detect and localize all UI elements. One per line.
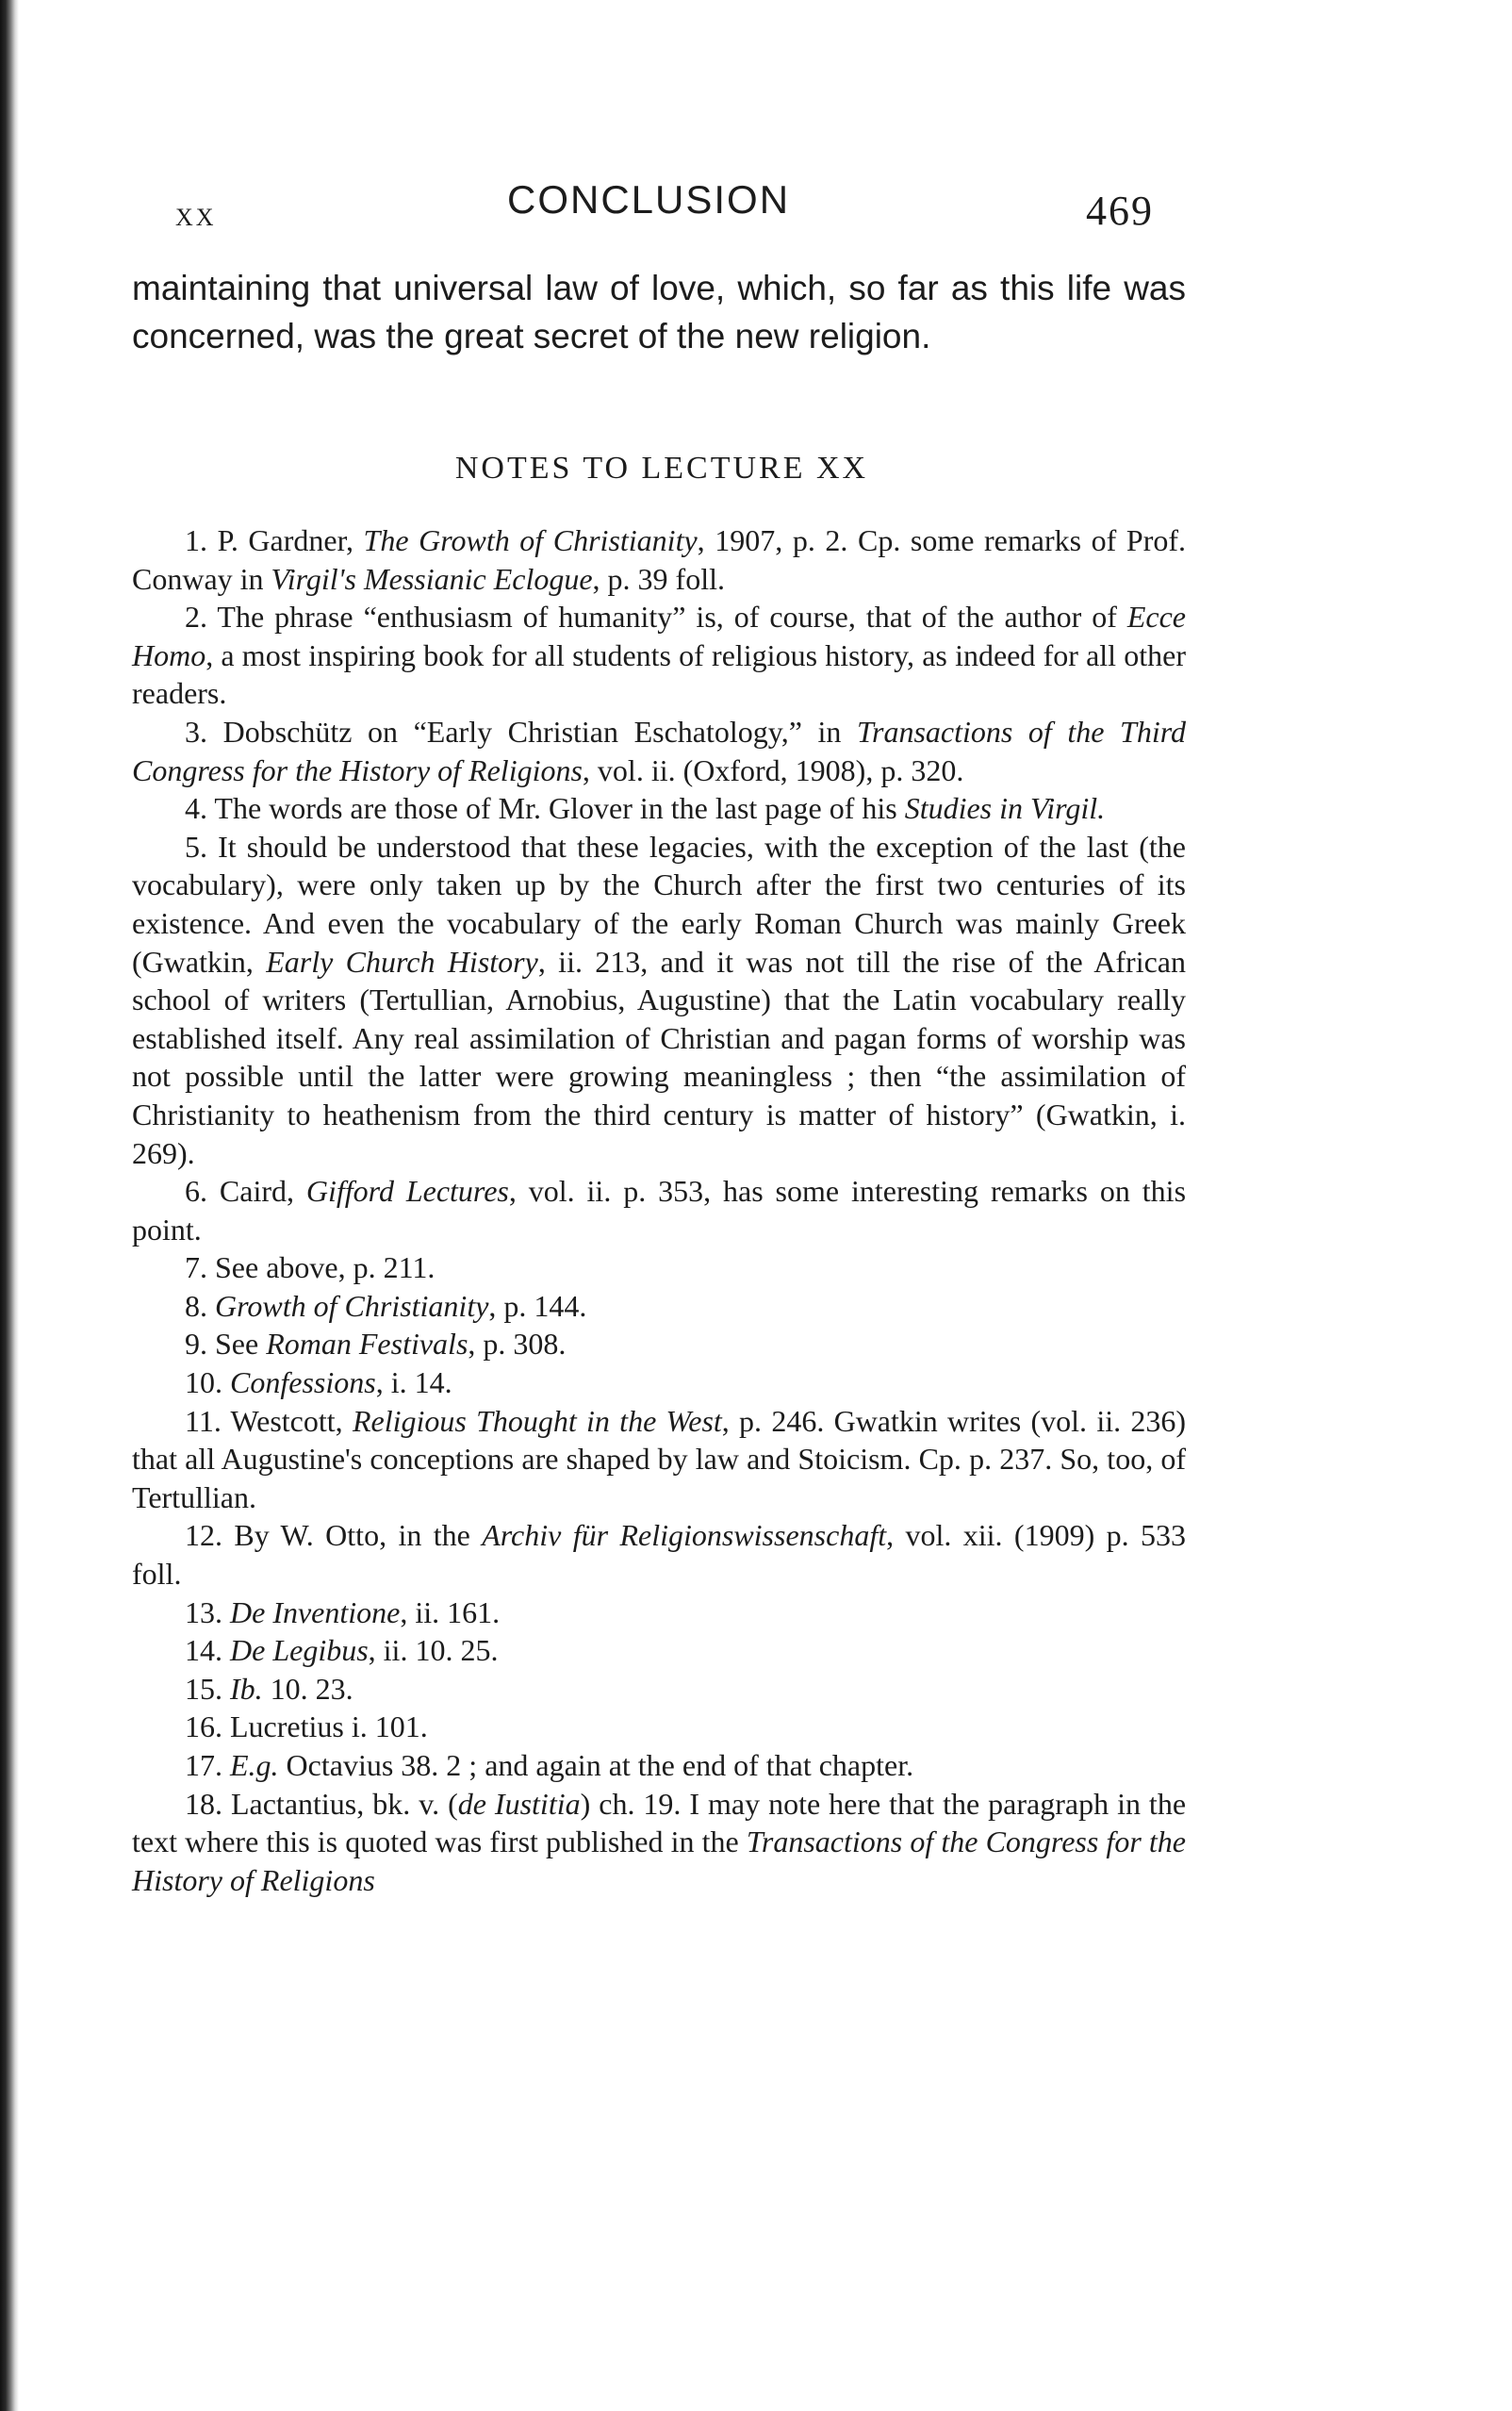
note-text: The words are those of Mr. Glover in the last page of his (207, 791, 905, 826)
note-text: , i. 14. (375, 1365, 452, 1400)
note-title-italic: Gifford Lectures (305, 1174, 509, 1209)
note-number: 8. (185, 1288, 207, 1323)
note-text: , p. 144. (488, 1288, 587, 1323)
note-text (207, 1289, 215, 1323)
note-text: , p. 308. (468, 1327, 567, 1362)
note-text (222, 1748, 230, 1782)
note-item (132, 1516, 1186, 1593)
note-number: 1. (185, 523, 207, 557)
note-item (132, 1785, 1186, 1900)
note-number: 12. (185, 1518, 222, 1553)
note-number: 14. (185, 1633, 222, 1668)
note-text: , p. 246. Gwatkin writes (vol. ii. 236) that all Augustine's conceptions are shaped by law and Stoicism. Cp. p. 237. So, too, of Tertullian. (132, 1403, 1187, 1514)
note-title-italic: Early Church History (266, 944, 538, 979)
note-title-italic: Roman Festivals (266, 1327, 468, 1362)
note-text: , p. 39 foll. (592, 561, 725, 596)
note-text: See above, p. 211. (207, 1250, 436, 1285)
note-item (132, 828, 1186, 1172)
note-text: The phrase “enthusiasm of humanity” is, of course, that of the author of (207, 600, 1127, 635)
note-text: P. Gardner, (207, 523, 364, 557)
note-text: , ii. 10. 25. (368, 1633, 499, 1668)
note-text: Octavius 38. 2 ; and again at the end of that chapter. (278, 1748, 914, 1782)
note-item (132, 1402, 1186, 1517)
note-item (132, 598, 1186, 713)
note-title-italic: Confessions (230, 1365, 376, 1400)
running-head (0, 177, 1512, 234)
chapter-title: CONCLUSION (507, 177, 791, 222)
note-title-italic: Growth of Christianity (215, 1288, 489, 1323)
note-title-italic: Archiv für Religionswissenschaft (482, 1518, 887, 1553)
note-number: 13. (185, 1594, 222, 1629)
note-title-italic: Transactions of the Third Congress for the History of Religions (132, 714, 1187, 787)
note-text: , a most inspiring book for all students of religious history, as indeed for all other readers. (132, 637, 1186, 711)
note-text: It should be understood that these legacies, with the exception of the last (the vocabulary), were only taken up by the Church after the first two centuries of its existence. And even the vocabulary of the early Roman Church was mainly Greek (Gwatkin, (132, 829, 1186, 979)
note-item (132, 1631, 1186, 1670)
note-number: 11. (185, 1403, 222, 1438)
notes-list (132, 521, 1186, 1899)
note-number: 18. (185, 1786, 222, 1821)
note-number: 9. (185, 1327, 207, 1362)
note-text: , vol. ii. (Oxford, 1908), p. 320. (582, 752, 964, 787)
body-paragraph: maintaining that universal law of love, which, so far as this life was concerned, was the great secret of the new religion. (132, 269, 1186, 355)
note-number: 15. (185, 1671, 222, 1706)
note-text: , ii. 161. (400, 1594, 501, 1629)
note-title-italic: Virgil's Messianic Eclogue (271, 561, 593, 596)
note-text: , ii. 213, and it was not till the rise of the African school of writers (Tertullian, Arnobius, Augustine) that the Latin vocabulary really established itself. Any real assimilation of Christian and pagan forms of worship was not possible until the latter were growing meaningless ; then “the assimilation of Christianity to heathenism from the third century is matter of history” (Gwatkin, i. 269). (132, 944, 1187, 1170)
note-title-italic: Transactions of the Congress for the History of Religions (132, 1825, 1187, 1897)
note-text: , vol. xii. (1909) p. 533 foll. (132, 1518, 1187, 1592)
note-item (132, 1172, 1186, 1248)
note-text: Lactantius, bk. v. ( (222, 1786, 458, 1821)
note-text: , vol. ii. p. 353, has some interesting remarks on this point. (132, 1174, 1187, 1247)
note-text: See (207, 1327, 267, 1362)
note-number: 2. (185, 600, 207, 635)
note-item (132, 1248, 1186, 1287)
note-item (132, 1670, 1186, 1709)
note-title-italic: De Legibus (230, 1633, 369, 1668)
note-title-italic: De Inventione (230, 1594, 401, 1629)
note-title-italic: Ecce Homo (132, 600, 1186, 672)
chapter-number: XX (175, 204, 217, 231)
note-title-italic: E.g. (230, 1748, 279, 1782)
note-number: 3. (185, 714, 207, 749)
note-item (132, 1287, 1186, 1326)
note-text (222, 1633, 230, 1667)
note-title-italic: The Growth of Christianity (363, 523, 698, 557)
book-spine-shadow (0, 0, 19, 2411)
note-number: 7. (185, 1250, 207, 1285)
note-number: 4. (185, 791, 207, 826)
note-text: 10. 23. (262, 1671, 353, 1706)
note-item (132, 1746, 1186, 1785)
note-text: Lucretius i. 101. (222, 1709, 428, 1744)
note-item (132, 713, 1186, 789)
note-number: 6. (185, 1174, 207, 1209)
note-item (132, 1594, 1186, 1632)
note-item (132, 789, 1186, 828)
note-text: Westcott, (221, 1403, 353, 1438)
note-number: 10. (185, 1365, 222, 1400)
note-item (132, 521, 1186, 598)
note-number: 5. (185, 829, 207, 864)
note-text: , 1907, p. 2. Cp. some remarks of Prof. Conway in (132, 523, 1187, 596)
note-title-italic: Studies in Virgil. (904, 791, 1106, 826)
note-title-italic: Religious Thought in the West (352, 1403, 722, 1438)
note-title-italic: Ib. (230, 1671, 263, 1706)
note-text (222, 1595, 230, 1629)
note-text (222, 1672, 230, 1706)
note-item (132, 1363, 1186, 1402)
note-text: By W. Otto, in the (222, 1518, 483, 1553)
note-number: 17. (185, 1748, 222, 1782)
note-text: Caird, (207, 1174, 306, 1209)
note-title-italic: de Iustitia (457, 1786, 581, 1821)
notes-heading: NOTES TO LECTURE XX (454, 451, 869, 486)
note-item (132, 1325, 1186, 1363)
note-text (222, 1365, 230, 1399)
note-text: ) ch. 19. I may note here that the paragraph in the text where this is quoted was first published in the (132, 1786, 1187, 1859)
note-text: Dobschütz on “Early Christian Eschatology,” in (207, 714, 857, 749)
note-number: 16. (185, 1709, 222, 1744)
page-number: 469 (1086, 188, 1154, 234)
note-item (132, 1708, 1186, 1746)
